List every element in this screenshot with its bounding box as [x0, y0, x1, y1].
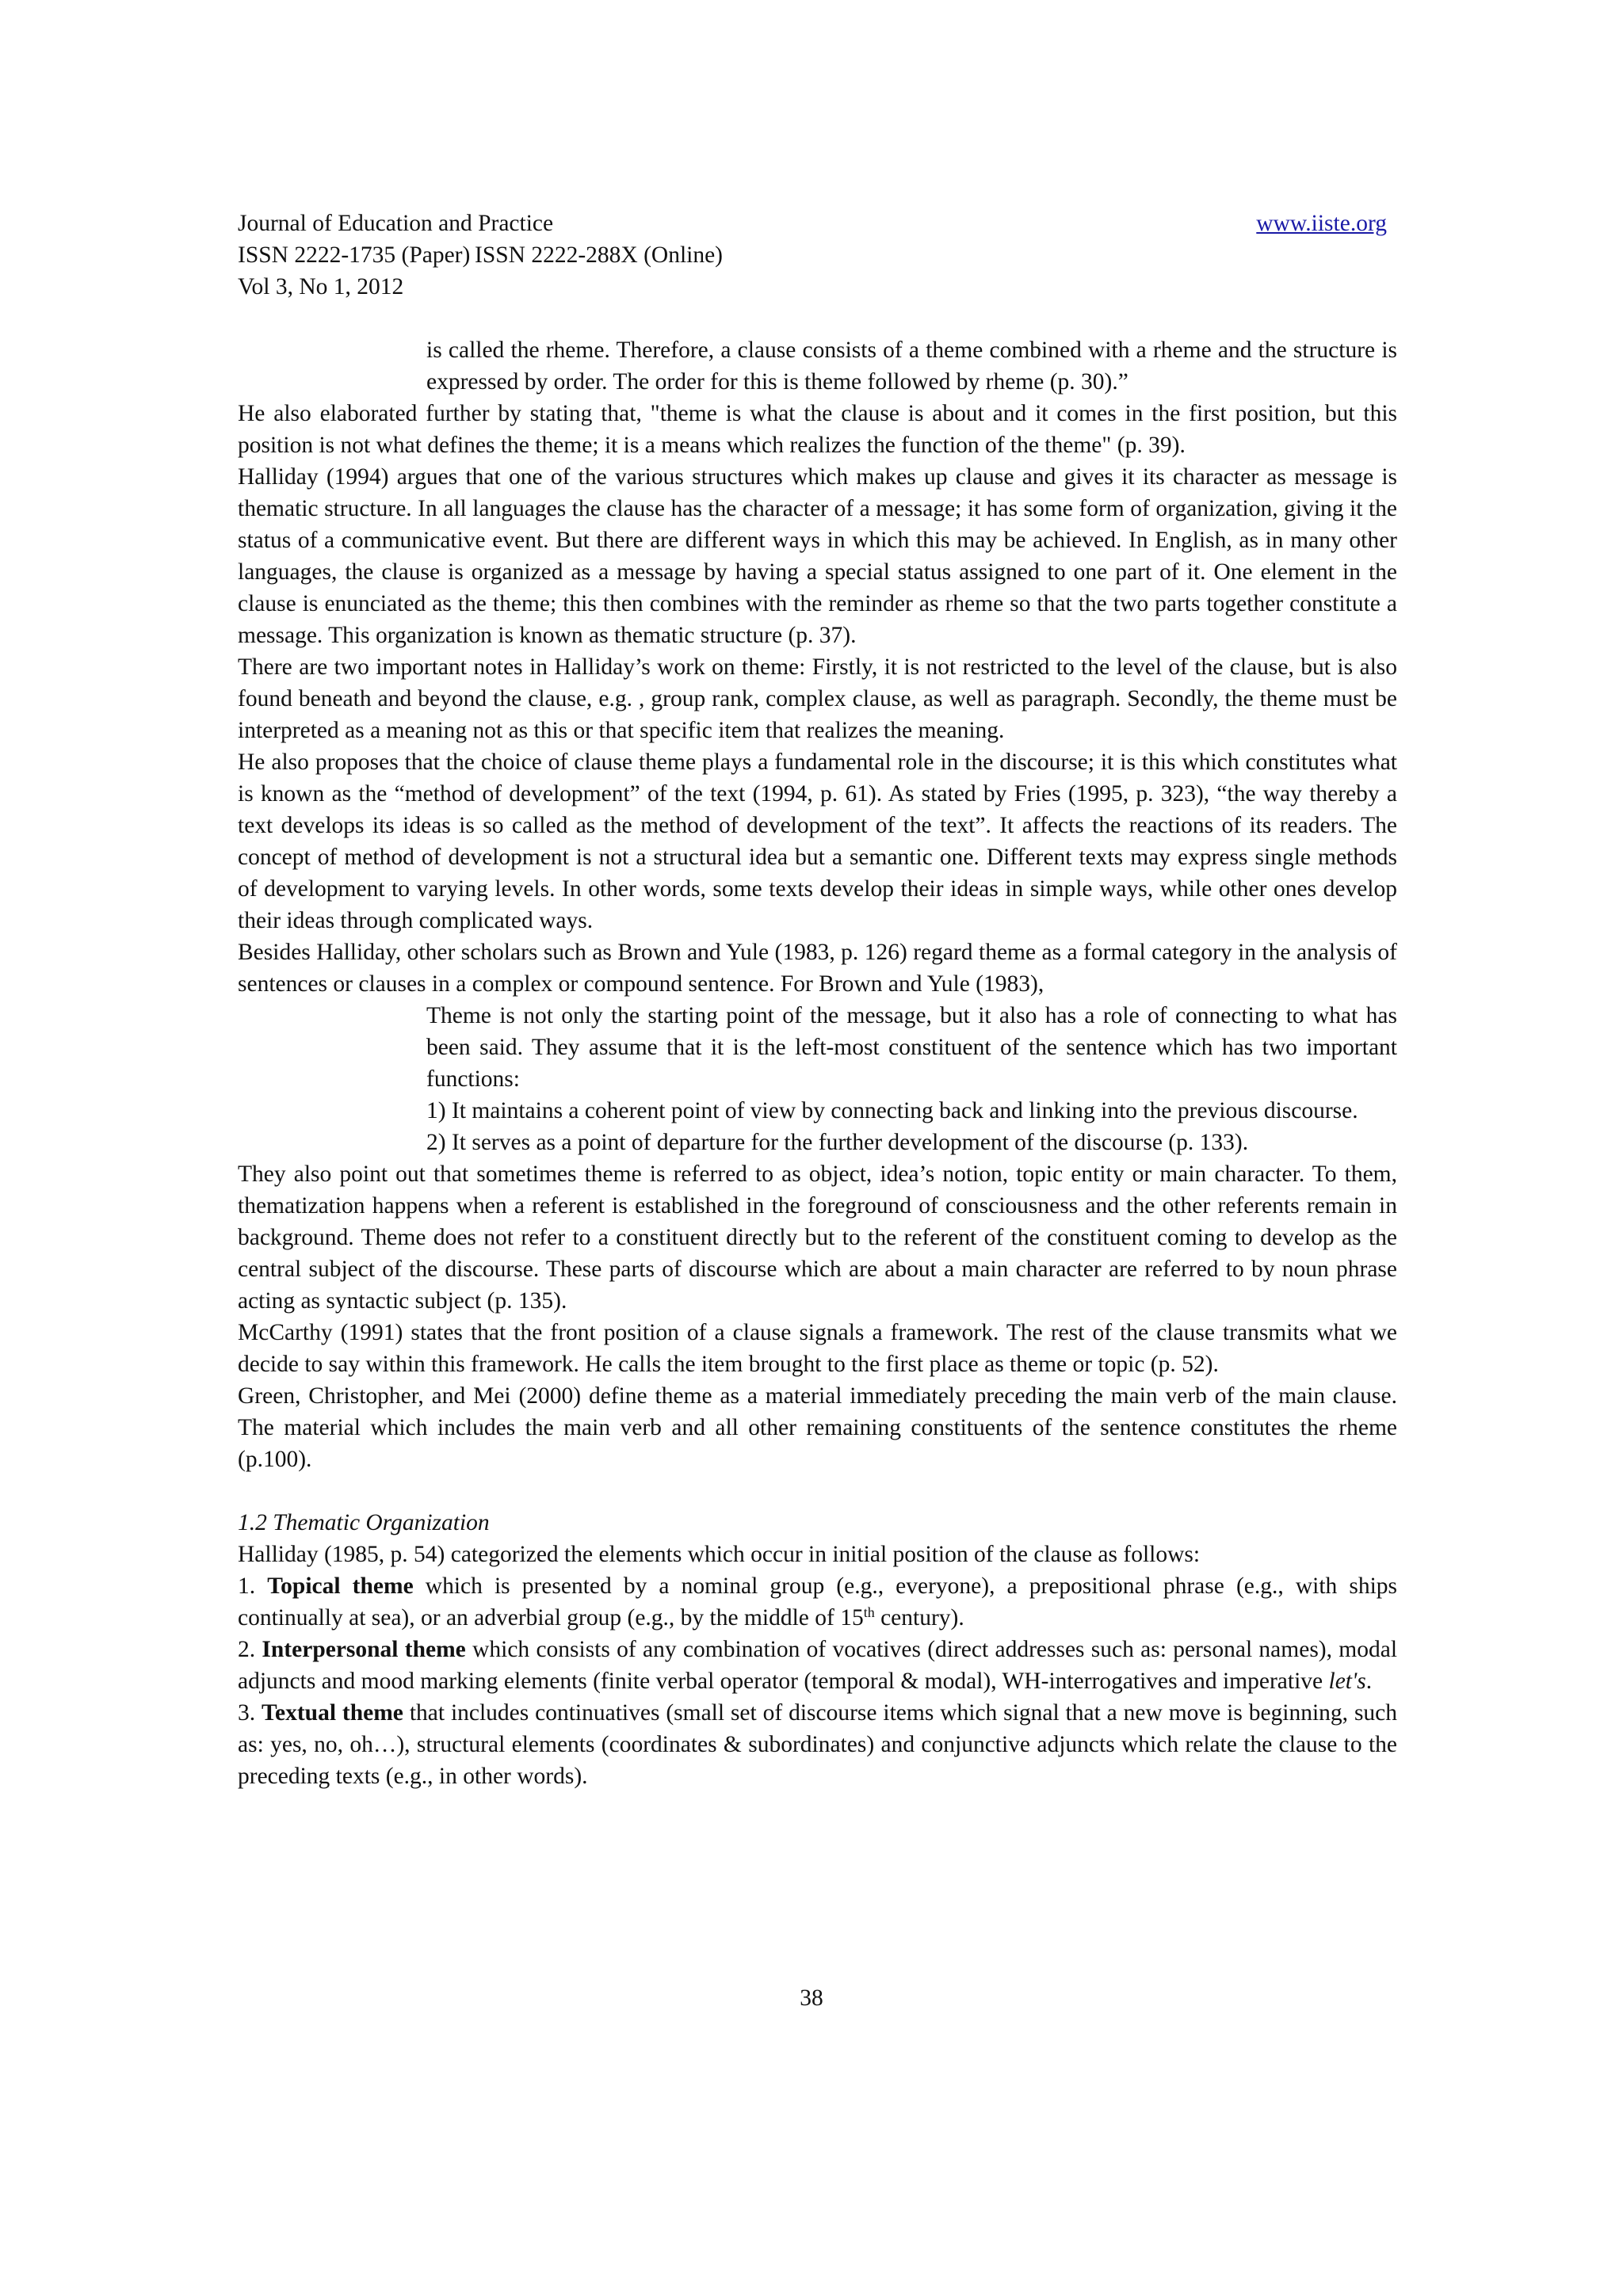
paragraph: McCarthy (1991) states that the front position of a clause signals a framework. The rest of the clause transmits what we decide to say within this framework. He calls the item brought to the first place as theme or topic (p. 52).	[238, 1320, 1397, 1377]
term-topical-theme: Topical theme	[267, 1573, 414, 1599]
paragraph: There are two important notes in Halliday’s work on theme: Firstly, it is not restricted to the level of the clause, but is also found beneath and beyond the clause, e.g. , group rank, complex clause, as well as paragraph. Secondly, the theme must be interpreted as a meaning not as this or that specific item that realizes the meaning.	[238, 654, 1397, 743]
issn-online: ISSN 2222-288X (Online)	[475, 242, 724, 268]
page-header	[238, 208, 1387, 303]
block-quote: 2) It serves as a point of departure for the further development of the discourse (p. 133).	[426, 1130, 1249, 1155]
block-quote: is called the rheme. Therefore, a clause consists of a theme combined with a rheme and the structure is expressed by order. The order for this is theme followed by rheme (p. 30).”	[426, 338, 1397, 395]
paragraph: Besides Halliday, other scholars such as Brown and Yule (1983, p. 126) regard theme as a formal category in the analysis of sentences or clauses in a complex or compound sentence. For Brown and Yule (1983),	[238, 940, 1397, 997]
journal-title: Journal of Education and Practice	[238, 211, 554, 236]
list-item: 2. Interpersonal theme which consists of any combination of vocatives (direct addresses such as: personal names), modal adjuncts and mood marking elements (finite verbal operator (temporal & modal), WH-interrogatives and imperative let's.	[238, 1637, 1398, 1694]
paragraph: He also elaborated further by stating that, "theme is what the clause is about and it comes in the first position, but this position is not what defines the theme; it is a means which realizes the function of the theme" (p. 39).	[238, 401, 1397, 458]
page-number: 38	[800, 1985, 823, 2011]
block-quote: 1) It maintains a coherent point of view by connecting back and linking into the previous discourse.	[426, 1098, 1358, 1123]
section-heading: 1.2 Thematic Organization	[238, 1510, 490, 1535]
term-textual-theme: Textual theme	[262, 1700, 403, 1726]
paragraph: He also proposes that the choice of clause theme plays a fundamental role in the discourse; it is this which constitutes what is known as the “method of development” of the text (1994, p. 61). As stated by Fries (1995, p. 323), “the way thereby a text develops its ideas is so called as the method of development of the text”. It affects the reactions of its readers. The concept of method of development is not a structural idea but a semantic one. Different texts may express single methods of development to varying levels. In other words, some texts develop their ideas in simple ways, while other ones develop their ideas through complicated ways.	[238, 749, 1397, 933]
article-body	[238, 334, 1397, 1792]
block-quote: Theme is not only the starting point of the message, but it also has a role of connecting to what has been said. They assume that it is the left-most constituent of the sentence which has two important functions:	[426, 1003, 1397, 1092]
journal-url-link[interactable]: www.iiste.org	[1256, 211, 1387, 236]
issn-paper: ISSN 2222-1735 (Paper)	[238, 242, 471, 268]
list-item: 3. Textual theme that includes continuatives (small set of discourse items which signal that a new move is beginning, such as: yes, no, oh…), structural elements (coordinates & subordinates) and conjunctive adjuncts which relate the clause to the preceding texts (e.g., in other words).	[238, 1700, 1398, 1789]
paragraph: Green, Christopher, and Mei (2000) define theme as a material immediately preceding the main verb of the main clause. The material which includes the main verb and all other remaining constituents of the sentence constitutes the rheme (p.100).	[238, 1383, 1397, 1472]
paragraph: Halliday (1994) argues that one of the various structures which makes up clause and gives it its character as message is thematic structure. In all languages the clause has the character of a message; it has some form of organization, giving it the status of a communicative event. But there are different ways in which this may be achieved. In English, as in many other languages, the clause is organized as a message by having a special status assigned to one part of it. One element in the clause is enunciated as the theme; this then combines with the reminder as rheme so that the two parts together constitute a message. This organization is known as thematic structure (p. 37).	[238, 464, 1397, 648]
list-item: 1. Topical theme which is presented by a nominal group (e.g., everyone), a prepositional phrase (e.g., with ships continually at sea), or an adverbial group (e.g., by the middle of 15th century).	[238, 1573, 1398, 1630]
term-interpersonal-theme: Interpersonal theme	[262, 1637, 466, 1662]
volume-info: Vol 3, No 1, 2012	[238, 274, 404, 299]
section-intro: Halliday (1985, p. 54) categorized the elements which occur in initial position of the clause as follows:	[238, 1542, 1201, 1567]
section-spacer	[238, 1475, 1397, 1507]
paragraph: They also point out that sometimes theme is referred to as object, idea’s notion, topic entity or main character. To them, thematization happens when a referent is established in the foreground of consciousness and the other referents remain in background. Theme does not refer to a constituent directly but to the referent of the constituent coming to develop as the central subject of the discourse. These parts of discourse which are about a main character are referred to by noun phrase acting as syntactic subject (p. 135).	[238, 1161, 1397, 1314]
